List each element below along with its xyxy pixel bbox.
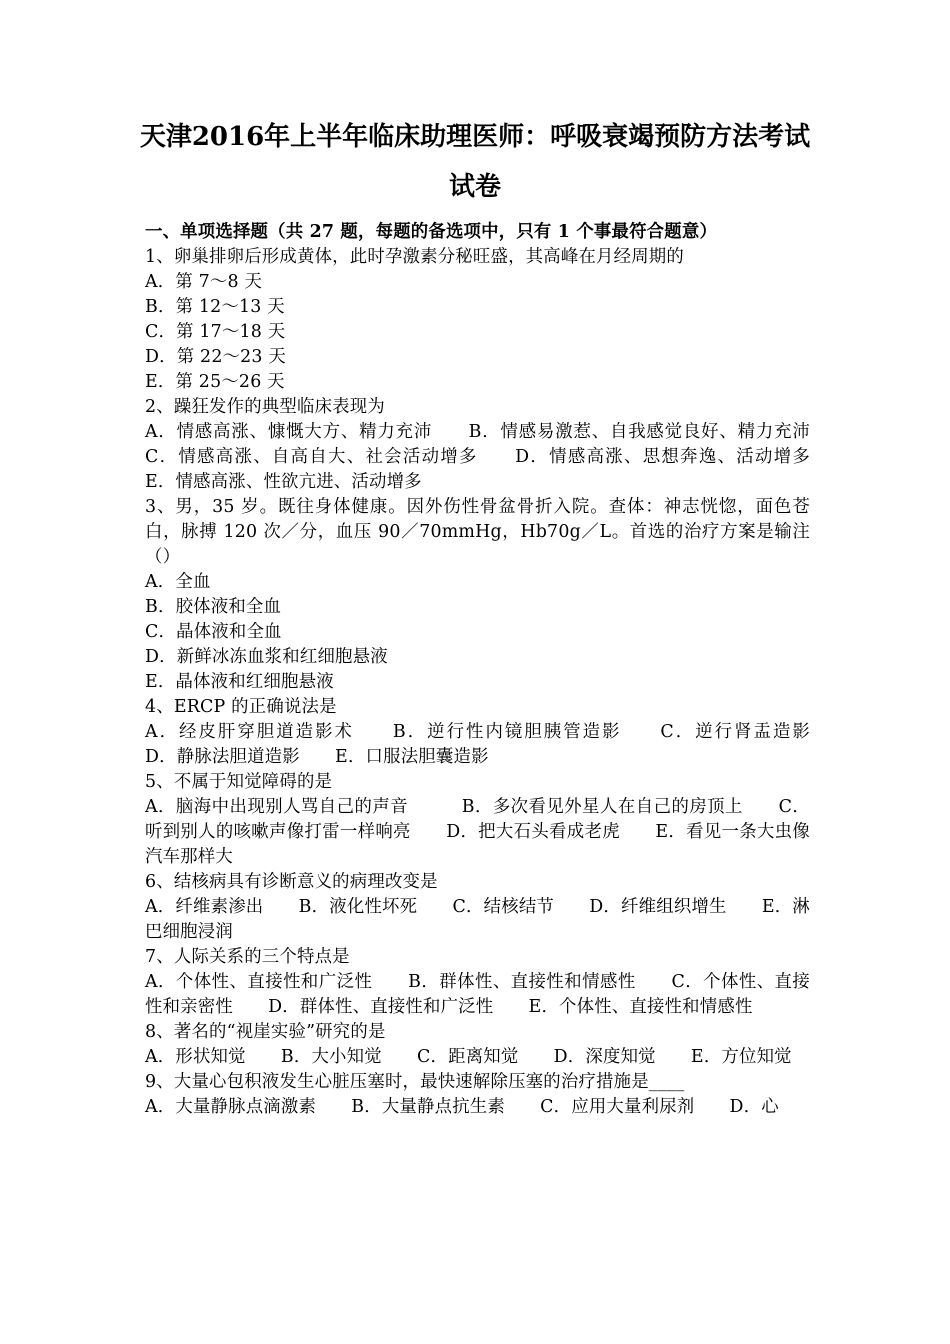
- question-stem: 7、人际关系的三个特点是: [145, 947, 350, 967]
- question-3: [145, 495, 810, 695]
- option-c: C．第 17～18 天: [145, 322, 286, 342]
- question-options: A．经皮肝穿胆道造影术 B．逆行性内镜胆胰管造影 C．逆行肾盂造影 D．静脉法胆道造影 E．口服法胆囊造影: [145, 722, 846, 767]
- question-stem: 3、男，35 岁。既往身体健康。因外伤性骨盆骨折入院。查体：神志恍惚，面色苍白，脉搏 120 次／分，血压 90／70mmHg，Hb70g／L。首选的治疗方案是输注（）: [145, 497, 810, 567]
- question-7: [145, 945, 810, 1020]
- question-stem: 1、卵巢排卵后形成黄体，此时孕激素分秘旺盛，其高峰在月经周期的: [145, 247, 684, 267]
- title-line-2: 试卷: [448, 172, 501, 202]
- option-d: D．新鲜冰冻血浆和红细胞悬液: [145, 647, 388, 667]
- document-body: [145, 220, 846, 1120]
- question-stem: 6、结核病具有诊断意义的病理改变是: [145, 872, 438, 892]
- question-stem: 4、ERCP 的正确说法是: [145, 697, 337, 717]
- question-1: [145, 245, 810, 395]
- question-4: [145, 695, 846, 770]
- question-5: [145, 770, 810, 870]
- option-b: B．第 12～13 天: [145, 297, 285, 317]
- question-2: [145, 395, 846, 495]
- option-b: B．胶体液和全血: [145, 597, 282, 617]
- option-e: E．第 25～26 天: [145, 372, 285, 392]
- option-c: C．晶体液和全血: [145, 622, 282, 642]
- question-options: A．形状知觉 B．大小知觉 C．距离知觉 D．深度知觉 E．方位知觉: [145, 1047, 792, 1067]
- question-options: A．脑海中出现别人骂自己的声音 B．多次看见外星人在自己的房顶上 C．听到别人的咳嗽声像打雷一样响亮 D．把大石头看成老虎 E．看见一条大虫像汽车那样大: [145, 797, 810, 867]
- title-line-1: 天津2016年上半年临床助理医师：呼吸衰竭预防方法考试: [139, 122, 811, 152]
- question-options: A．纤维素渗出 B．液化性坏死 C．结核结节 D．纤维组织增生 E．淋巴细胞浸润: [145, 897, 810, 942]
- question-options: A．个体性、直接性和广泛性 B．群体性、直接性和情感性 C．个体性、直接性和亲密性 D．群体性、直接性和广泛性 E．个体性、直接性和情感性: [145, 972, 810, 1017]
- option-e: E．晶体液和红细胞悬液: [145, 672, 334, 692]
- document-title: [120, 112, 830, 212]
- question-8: [145, 1020, 810, 1070]
- section-heading: 一、单项选择题（共 27 题，每题的备选项中，只有 1 个事最符合题意）: [145, 222, 718, 242]
- question-stem: 9、大量心包积液发生心脏压塞时，最快速解除压塞的治疗措施是____: [145, 1072, 685, 1092]
- question-9: [145, 1070, 810, 1120]
- question-stem: 2、躁狂发作的典型临床表现为: [145, 397, 385, 417]
- question-stem: 5、不属于知觉障碍的是: [145, 772, 333, 792]
- question-stem: 8、著名的“视崖实验”研究的是: [145, 1022, 386, 1042]
- question-options: A．情感高涨、慷慨大方、精力充沛 B．情感易激惹、自我感觉良好、精力充沛 C．情感高涨、自高自大、社会活动增多 D．情感高涨、思想奔逸、活动增多 E．情感高涨、性欲亢进、活动增多: [145, 422, 846, 492]
- option-a: A．第 7～8 天: [145, 272, 263, 292]
- option-a: A．全血: [145, 572, 211, 592]
- option-d: D．第 22～23 天: [145, 347, 287, 367]
- question-options: A．大量静脉点滴激素 B．大量静点抗生素 C．应用大量利尿剂 D．心: [145, 1097, 779, 1117]
- question-6: [145, 870, 810, 945]
